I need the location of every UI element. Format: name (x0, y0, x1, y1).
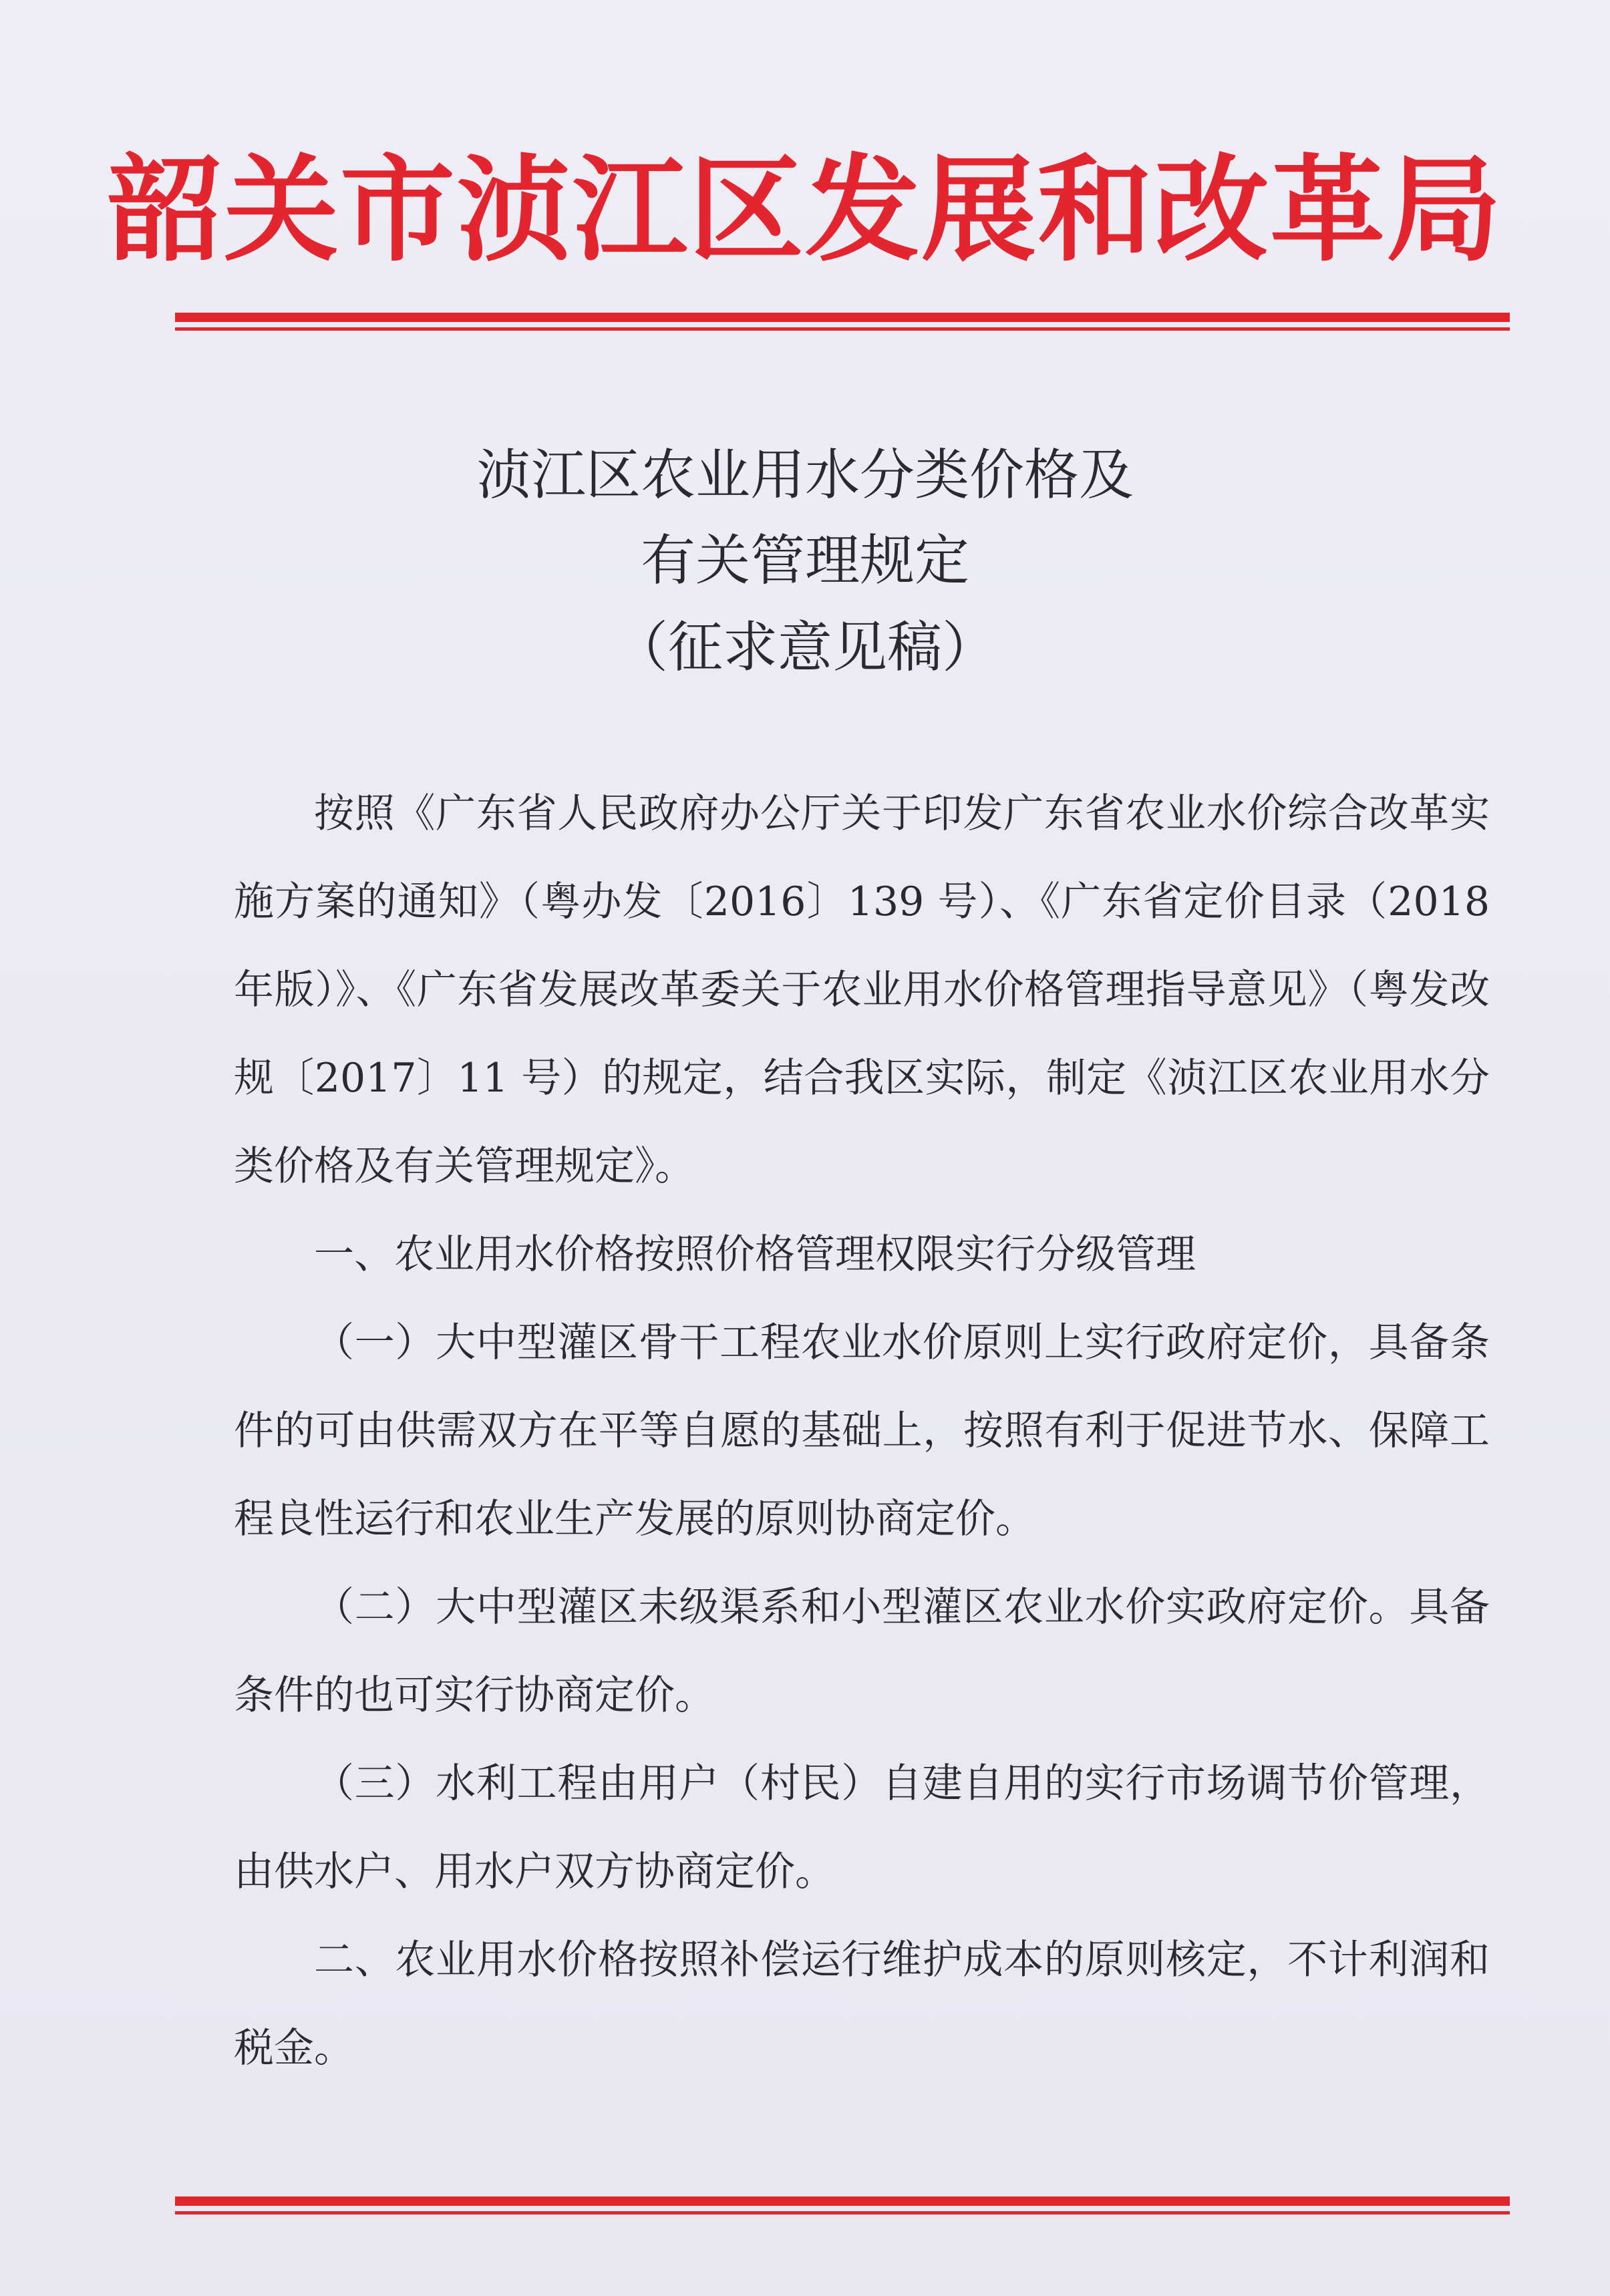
document-title-line-1: 浈江区农业用水分类价格及 (476, 444, 1134, 507)
paragraph-item-2: （二）大中型灌区未级渠系和小型灌区农业水价实政府定价。具备条件的也可实行协商定价。 (234, 1584, 1490, 1719)
paragraph-section-1-heading: 一、农业用水价格按照价格管理权限实行分级管理 (314, 1231, 1196, 1278)
paragraph-item-3: （三）水利工程由用户（村民）自建自用的实行市场调节价管理，由供水户、用水户双方协商定价。 (234, 1760, 1490, 1895)
document-body (234, 770, 1490, 2092)
letterhead-org-name: 韶关市浈江区发展和改革局 (108, 143, 1502, 277)
letterhead-top-rule (175, 313, 1510, 331)
footer-rule (175, 2196, 1510, 2215)
paragraph-preamble: 按照《广东省人民政府办公厅关于印发广东省农业水价综合改革实施方案的通知》（粤办发〔2016〕139 号）、《广东省定价目录（2018 年版）》、《广东省发展改革委关于农业用水价格管理指导意见》（粤发改规〔2017〕11 号）的规定，结合我区实际，制定《浈江区农业用水分类价格及有关管理规定》。 (234, 790, 1490, 1190)
document-title-line-2: 有关管理规定 (640, 529, 969, 593)
paragraph-section-2-heading: 二、农业用水价格按照补偿运行维护成本的原则核定，不计利润和税金。 (234, 1937, 1490, 2072)
document-title-line-3: （征求意见稿） (613, 616, 997, 679)
paragraph-item-1: （一）大中型灌区骨干工程农业水价原则上实行政府定价，具备条件的可由供需双方在平等自愿的基础上，按照有利于促进节水、保障工程良性运行和农业生产发展的原则协商定价。 (234, 1319, 1490, 1542)
